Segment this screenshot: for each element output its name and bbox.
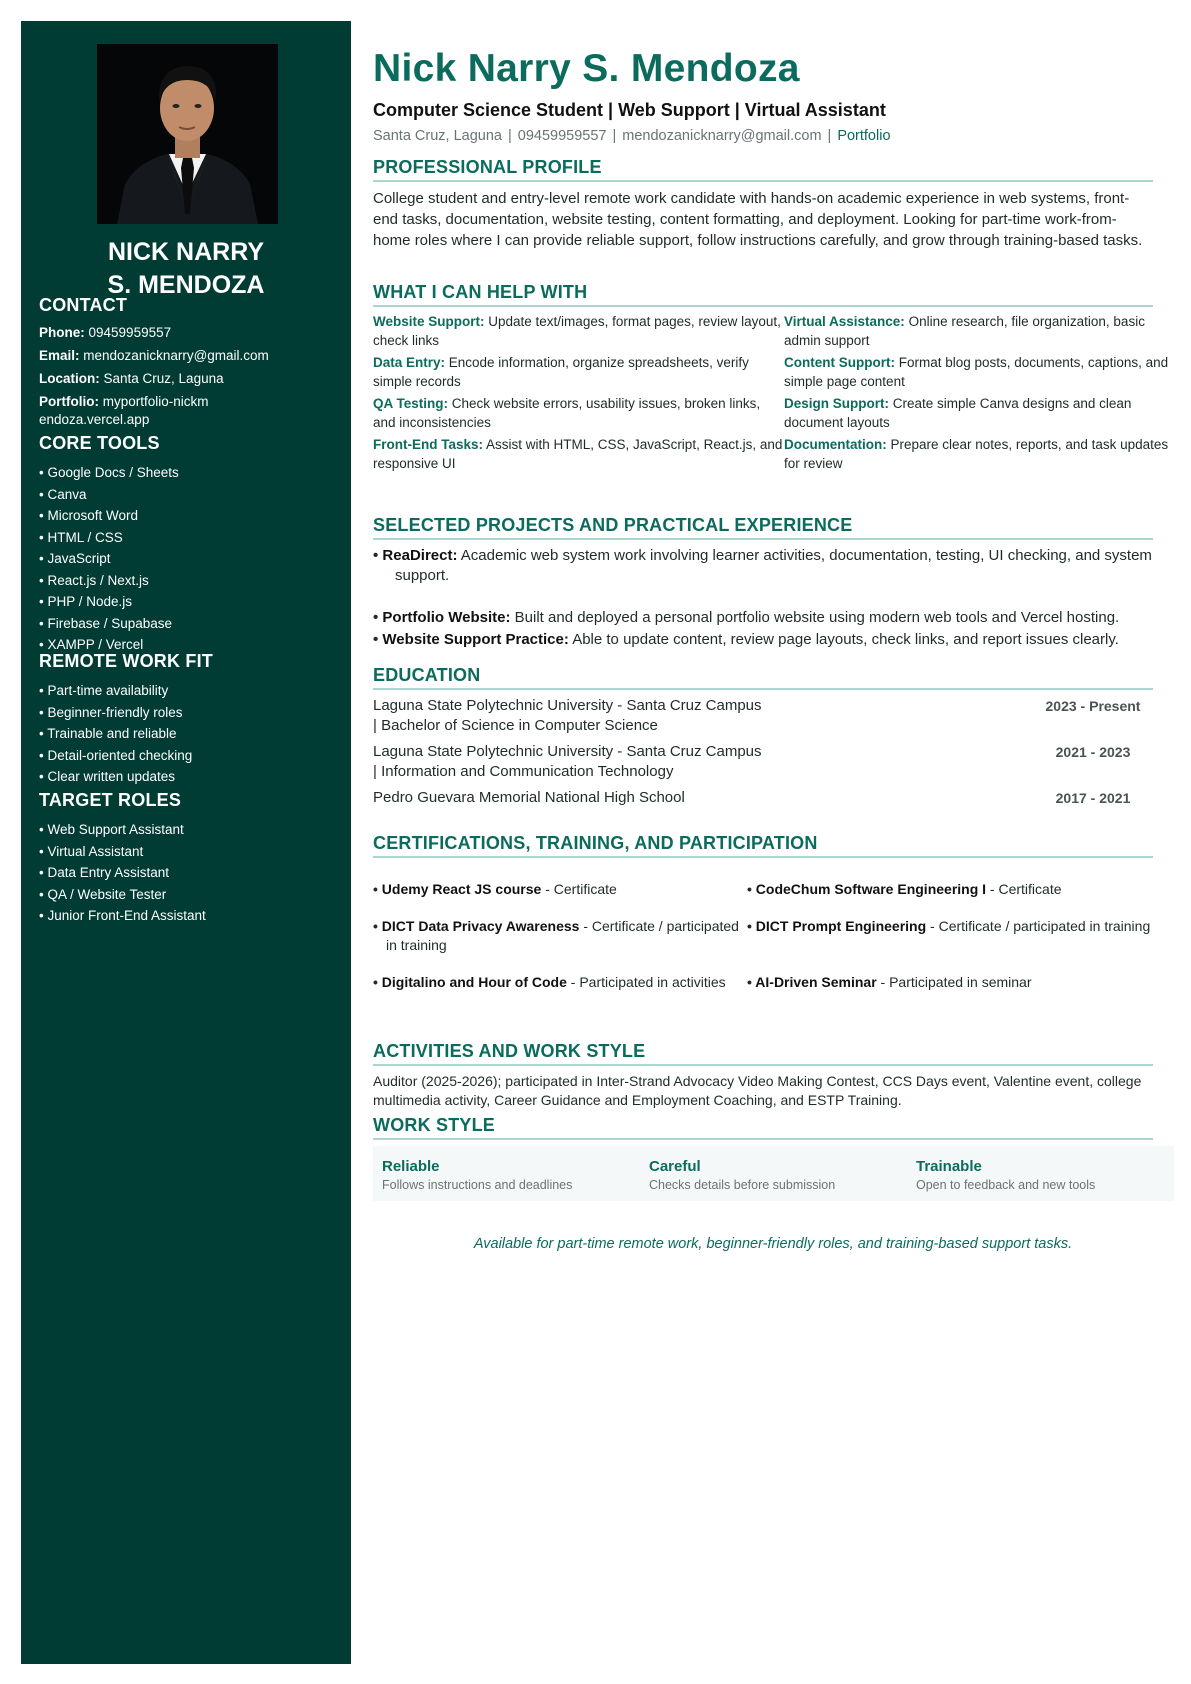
target-roles-list xyxy=(39,819,344,927)
contact-portfolio[interactable]: Portfolio: myportfolio-nickmendoza.vercel.app xyxy=(39,394,209,427)
contact-section xyxy=(39,295,344,434)
sidebar-name-line1: NICK NARRY xyxy=(107,238,265,266)
list-item: • Portfolio Website: Built and deployed a personal portfolio website using modern web tools and Vercel hosting. xyxy=(373,608,1153,628)
target-role-item: • Data Entry Assistant xyxy=(39,862,344,884)
help-item: Data Entry: Encode information, organize spreadsheets, verify simple records xyxy=(373,355,749,389)
projects-list xyxy=(373,546,1153,650)
education-school: Laguna State Polytechnic University - Santa Cruz Campus | Bachelor of Science in Computer Science xyxy=(373,697,762,734)
contact-location: Location: Santa Cruz, Laguna xyxy=(39,371,224,386)
certification-item: • DICT Prompt Engineering - Certificate / participated in training xyxy=(747,917,1157,955)
core-tools-heading: CORE TOOLS xyxy=(39,433,160,453)
education-row xyxy=(373,742,1153,782)
remote-fit-heading: REMOTE WORK FIT xyxy=(39,651,213,671)
remote-fit-item: • Beginner-friendly roles xyxy=(39,702,344,724)
target-role-item: • Web Support Assistant xyxy=(39,819,344,841)
education-row xyxy=(373,696,1153,736)
person-portrait-icon xyxy=(97,44,278,224)
education-heading: EDUCATION xyxy=(373,665,1153,690)
subtitle: Computer Science Student | Web Support | Virtual Assistant xyxy=(373,100,886,120)
certifications-grid xyxy=(373,880,1153,992)
sidebar xyxy=(21,21,351,1664)
remote-fit-section xyxy=(39,651,344,788)
target-role-item: • Junior Front-End Assistant xyxy=(39,905,344,927)
core-tool-item: • Firebase / Supabase xyxy=(39,613,344,635)
education-years: 2017 - 2021 xyxy=(1055,790,1131,806)
work-style-box xyxy=(373,1146,1174,1201)
activities-text: Auditor (2025-2026); participated in Inter-Strand Advocacy Video Making Contest, CCS Days event, Valentine event, college multimedia activity, Career Guidance and Employment Coaching, and ESTP Training. xyxy=(373,1073,1142,1108)
certification-item: • CodeChum Software Engineering I - Certificate xyxy=(747,880,1157,899)
certifications-section xyxy=(373,833,1153,992)
certification-item: • DICT Data Privacy Awareness - Certificate / participated in training xyxy=(373,917,747,955)
profile-section xyxy=(373,157,1153,251)
contact-phone: Phone: 09459959557 xyxy=(39,325,172,340)
remote-fit-item: • Detail-oriented checking xyxy=(39,745,344,767)
certifications-heading: CERTIFICATIONS, TRAINING, AND PARTICIPATION xyxy=(373,833,1153,858)
certification-item: • Udemy React JS course - Certificate xyxy=(373,880,747,899)
target-roles-heading: TARGET ROLES xyxy=(39,790,182,810)
core-tools-list xyxy=(39,462,344,656)
list-item: • Website Support Practice: Able to update content, review page layouts, check links, and report issues clearly. xyxy=(373,630,1153,650)
activities-heading: ACTIVITIES AND WORK STYLE xyxy=(373,1041,1153,1066)
projects-heading: SELECTED PROJECTS AND PRACTICAL EXPERIENCE xyxy=(373,515,1153,540)
certification-item: • AI-Driven Seminar - Participated in seminar xyxy=(747,973,1157,992)
education-school: Pedro Guevara Memorial National High School xyxy=(373,789,685,806)
remote-fit-item: • Trainable and reliable xyxy=(39,723,344,745)
core-tool-item: • Google Docs / Sheets xyxy=(39,462,344,484)
help-item: Front-End Tasks: Assist with HTML, CSS, JavaScript, React.js, and responsive UI xyxy=(373,437,783,471)
activities-section xyxy=(373,1041,1153,1110)
education-school: Laguna State Polytechnic University - Santa Cruz Campus | Information and Communication Technology xyxy=(373,743,762,780)
profile-text: College student and entry-level remote work candidate with hands-on academic experience in web systems, front-end tasks, documentation, website testing, content formatting, and deployment. Looking for part-time work-from-home roles where I can provide reliable support, follow instructions carefully, and grow through training-based tasks. xyxy=(373,190,1143,249)
core-tools-section xyxy=(39,433,344,656)
core-tool-item: • Microsoft Word xyxy=(39,505,344,527)
core-tool-item: • XAMPP / Vercel xyxy=(39,634,344,656)
help-item: Documentation: Prepare clear notes, reports, and task updates for review xyxy=(784,437,1169,471)
header-location: Santa Cruz, Laguna xyxy=(373,128,502,144)
help-item: Design Support: Create simple Canva designs and clean document layouts xyxy=(784,396,1132,430)
work-style-heading: WORK STYLE xyxy=(373,1115,1153,1140)
work-style-section xyxy=(373,1115,1153,1201)
help-heading: WHAT I CAN HELP WITH xyxy=(373,282,1153,307)
header-phone: 09459959557 xyxy=(517,128,607,144)
core-tool-item: • React.js / Next.js xyxy=(39,570,344,592)
profile-photo xyxy=(97,44,278,224)
help-section xyxy=(373,282,1169,473)
page-title: Nick Narry S. Mendoza xyxy=(373,47,800,90)
core-tool-item: • PHP / Node.js xyxy=(39,591,344,613)
projects-section xyxy=(373,515,1153,650)
core-tool-item: • Canva xyxy=(39,484,344,506)
work-style-trainable: Trainable Open to feedback and new tools xyxy=(916,1158,1096,1192)
education-row xyxy=(373,788,1153,808)
list-item: • ReaDirect: Academic web system work involving learner activities, documentation, testing, UI checking, and system support. xyxy=(373,546,1153,586)
remote-fit-item: • Part-time availability xyxy=(39,680,344,702)
contact-email: Email: mendozanicknarry@gmail.com xyxy=(39,348,269,363)
target-roles-section xyxy=(39,790,344,927)
remote-fit-item: • Clear written updates xyxy=(39,766,344,788)
work-style-reliable: Reliable Follows instructions and deadlines xyxy=(382,1158,573,1192)
certification-item: • Digitalino and Hour of Code - Participated in activities xyxy=(373,973,747,992)
education-years: 2021 - 2023 xyxy=(1055,744,1131,760)
target-role-item: • QA / Website Tester xyxy=(39,884,344,906)
education-years: 2023 - Present xyxy=(1045,698,1141,714)
help-grid xyxy=(373,313,1174,473)
work-style-careful: Careful Checks details before submission xyxy=(649,1158,836,1192)
target-role-item: • Virtual Assistant xyxy=(39,841,344,863)
profile-heading: PROFESSIONAL PROFILE xyxy=(373,157,1153,182)
header-contact-line: Santa Cruz, Laguna | 09459959557 | mendozanicknarry@gmail.com | Portfolio xyxy=(373,128,891,144)
portfolio-link[interactable]: Portfolio xyxy=(837,128,891,144)
footer-note: Available for part-time remote work, beginner-friendly roles, and training-based support tasks. xyxy=(473,1236,1073,1252)
header-email[interactable]: mendozanicknarry@gmail.com xyxy=(622,128,822,144)
core-tool-item: • HTML / CSS xyxy=(39,527,344,549)
help-item: QA Testing: Check website errors, usability issues, broken links, and inconsistencies xyxy=(373,396,761,430)
help-item: Website Support: Update text/images, format pages, review layout, check links xyxy=(373,314,781,348)
education-list xyxy=(373,696,1153,808)
remote-fit-list xyxy=(39,680,344,788)
core-tool-item: • JavaScript xyxy=(39,548,344,570)
contact-heading: CONTACT xyxy=(39,295,128,315)
sidebar-name xyxy=(21,236,351,302)
help-item: Virtual Assistance: Online research, file organization, basic admin support xyxy=(784,314,1145,348)
sidebar-name-line2: S. MENDOZA xyxy=(107,271,265,299)
education-section xyxy=(373,665,1153,814)
help-item: Content Support: Format blog posts, documents, captions, and simple page content xyxy=(784,355,1169,389)
